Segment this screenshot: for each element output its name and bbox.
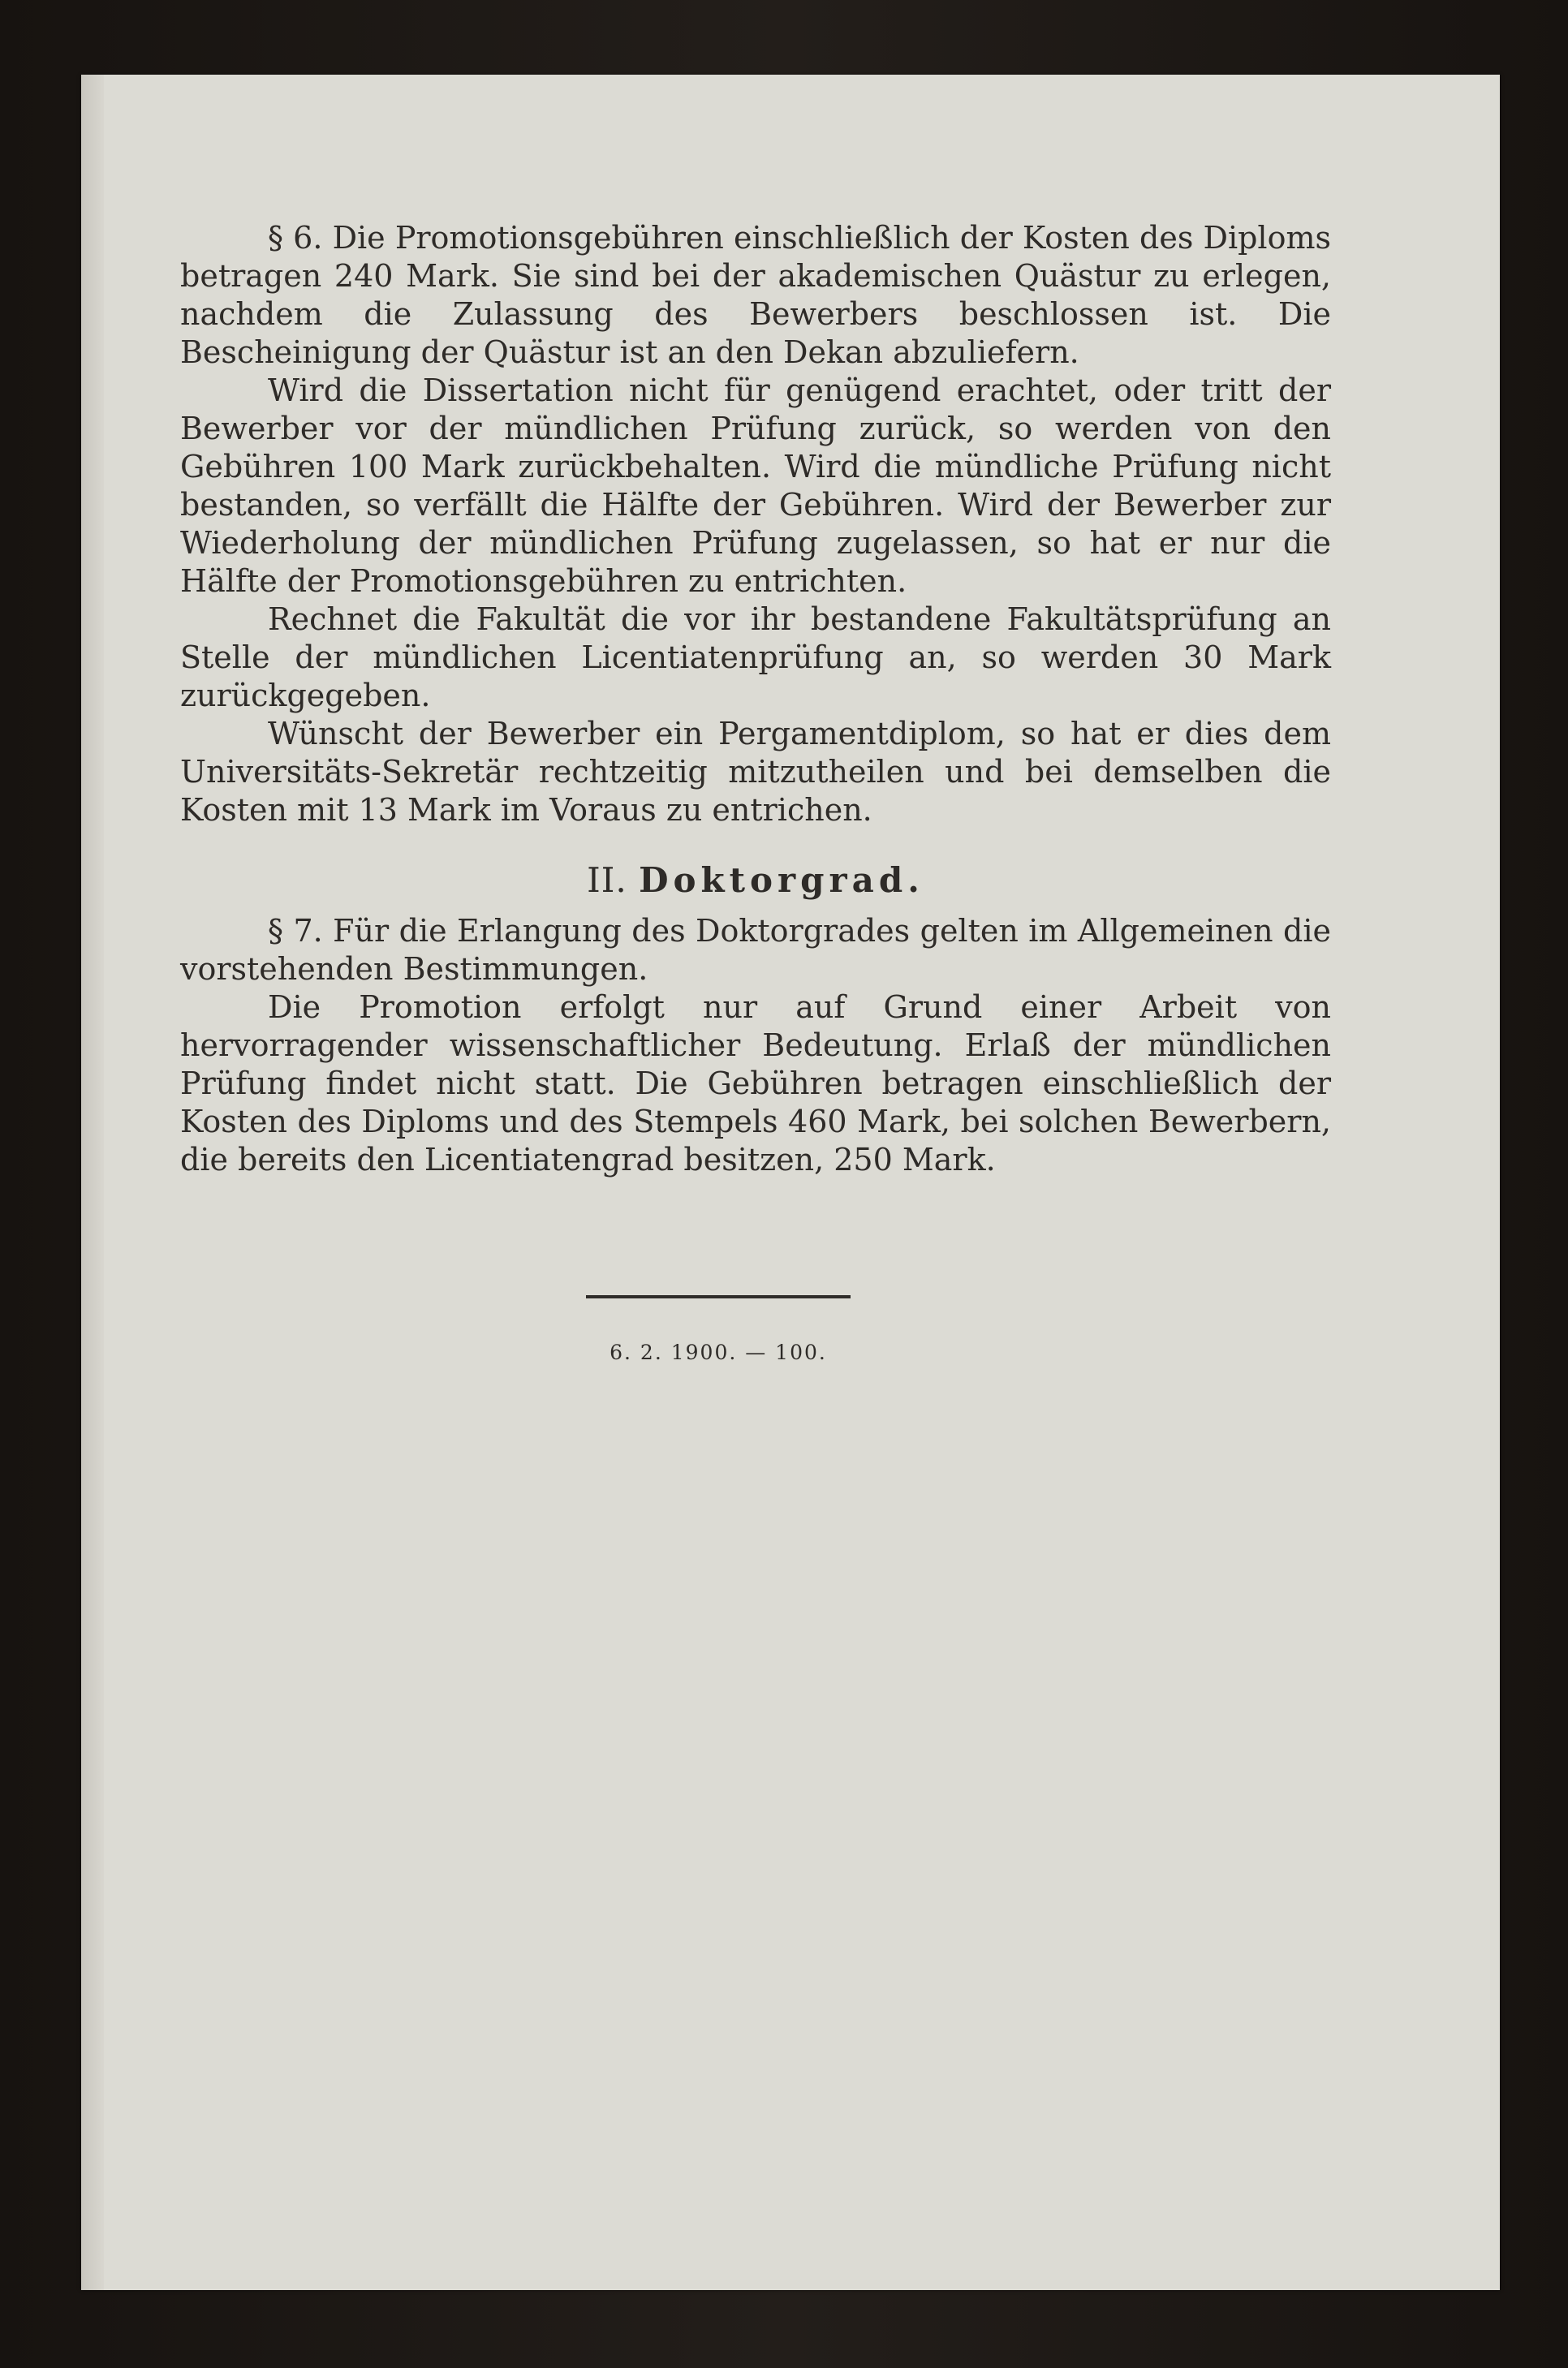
section-7-paragraph-2: Die Promotion erfolgt nur auf Grund einer Arbeit von hervorragender wissenschaftlicher Bedeutung. Erlaß der mündlichen Prüfung findet nicht statt. Die Gebühren betragen einschließlich der Kosten des Diploms und des Stempels 460 Mark, bei solchen Bewerbern, die bereits den Licentiatengrad besitzen, 250 Mark. [180,989,1331,1178]
section-heading [180,860,1331,901]
section-6-paragraph-1: § 6. Die Promotionsgebühren einschließlich der Kosten des Diploms betragen 240 Mark. Sie sind bei der akademischen Quästur zu erlegen, nachdem die Zulassung des Bewerbers beschlossen ist. Die Bescheinigung der Quästur ist an den Dekan abzuliefern. [180,220,1331,370]
section-6-paragraph-2: Wird die Dissertation nicht für genügend erachtet, oder tritt der Bewerber vor der mündlichen Prüfung zurück, so werden von den Gebühren 100 Mark zurückbehalten. Wird die mündliche Prüfung nicht bestanden, so verfällt die Hälfte der Gebühren. Wird der Bewerber zur Wiederholung der mündlichen Prüfung zugelassen, so hat er nur die Hälfte der Promotionsgebühren zu entrichten. [180,372,1331,599]
heading-title: Doktorgrad. [639,860,924,900]
section-6-paragraph-4: Wünscht der Bewerber ein Pergamentdiplom, so hat er dies dem Universitäts-Sekretär rechtzeitig mitzutheilen und bei demselben die Kosten mit 13 Mark im Voraus zu entrichen. [180,716,1331,828]
section-6-paragraph-3: Rechnet die Fakultät die vor ihr bestandene Fakultätsprüfung an Stelle der mündlichen Licentiatenprüfung an, so werden 30 Mark zurückgegeben. [180,601,1331,713]
document-body [180,219,1331,1179]
horizontal-rule [586,1295,851,1298]
page-edge [81,75,104,2290]
section-7-paragraph-1: § 7. Für die Erlangung des Doktorgrades gelten im Allgemeinen die vorstehenden Bestimmungen. [180,913,1331,987]
print-imprint: 6. 2. 1900. — 100. [610,1341,827,1364]
heading-numeral: II. [587,860,627,900]
